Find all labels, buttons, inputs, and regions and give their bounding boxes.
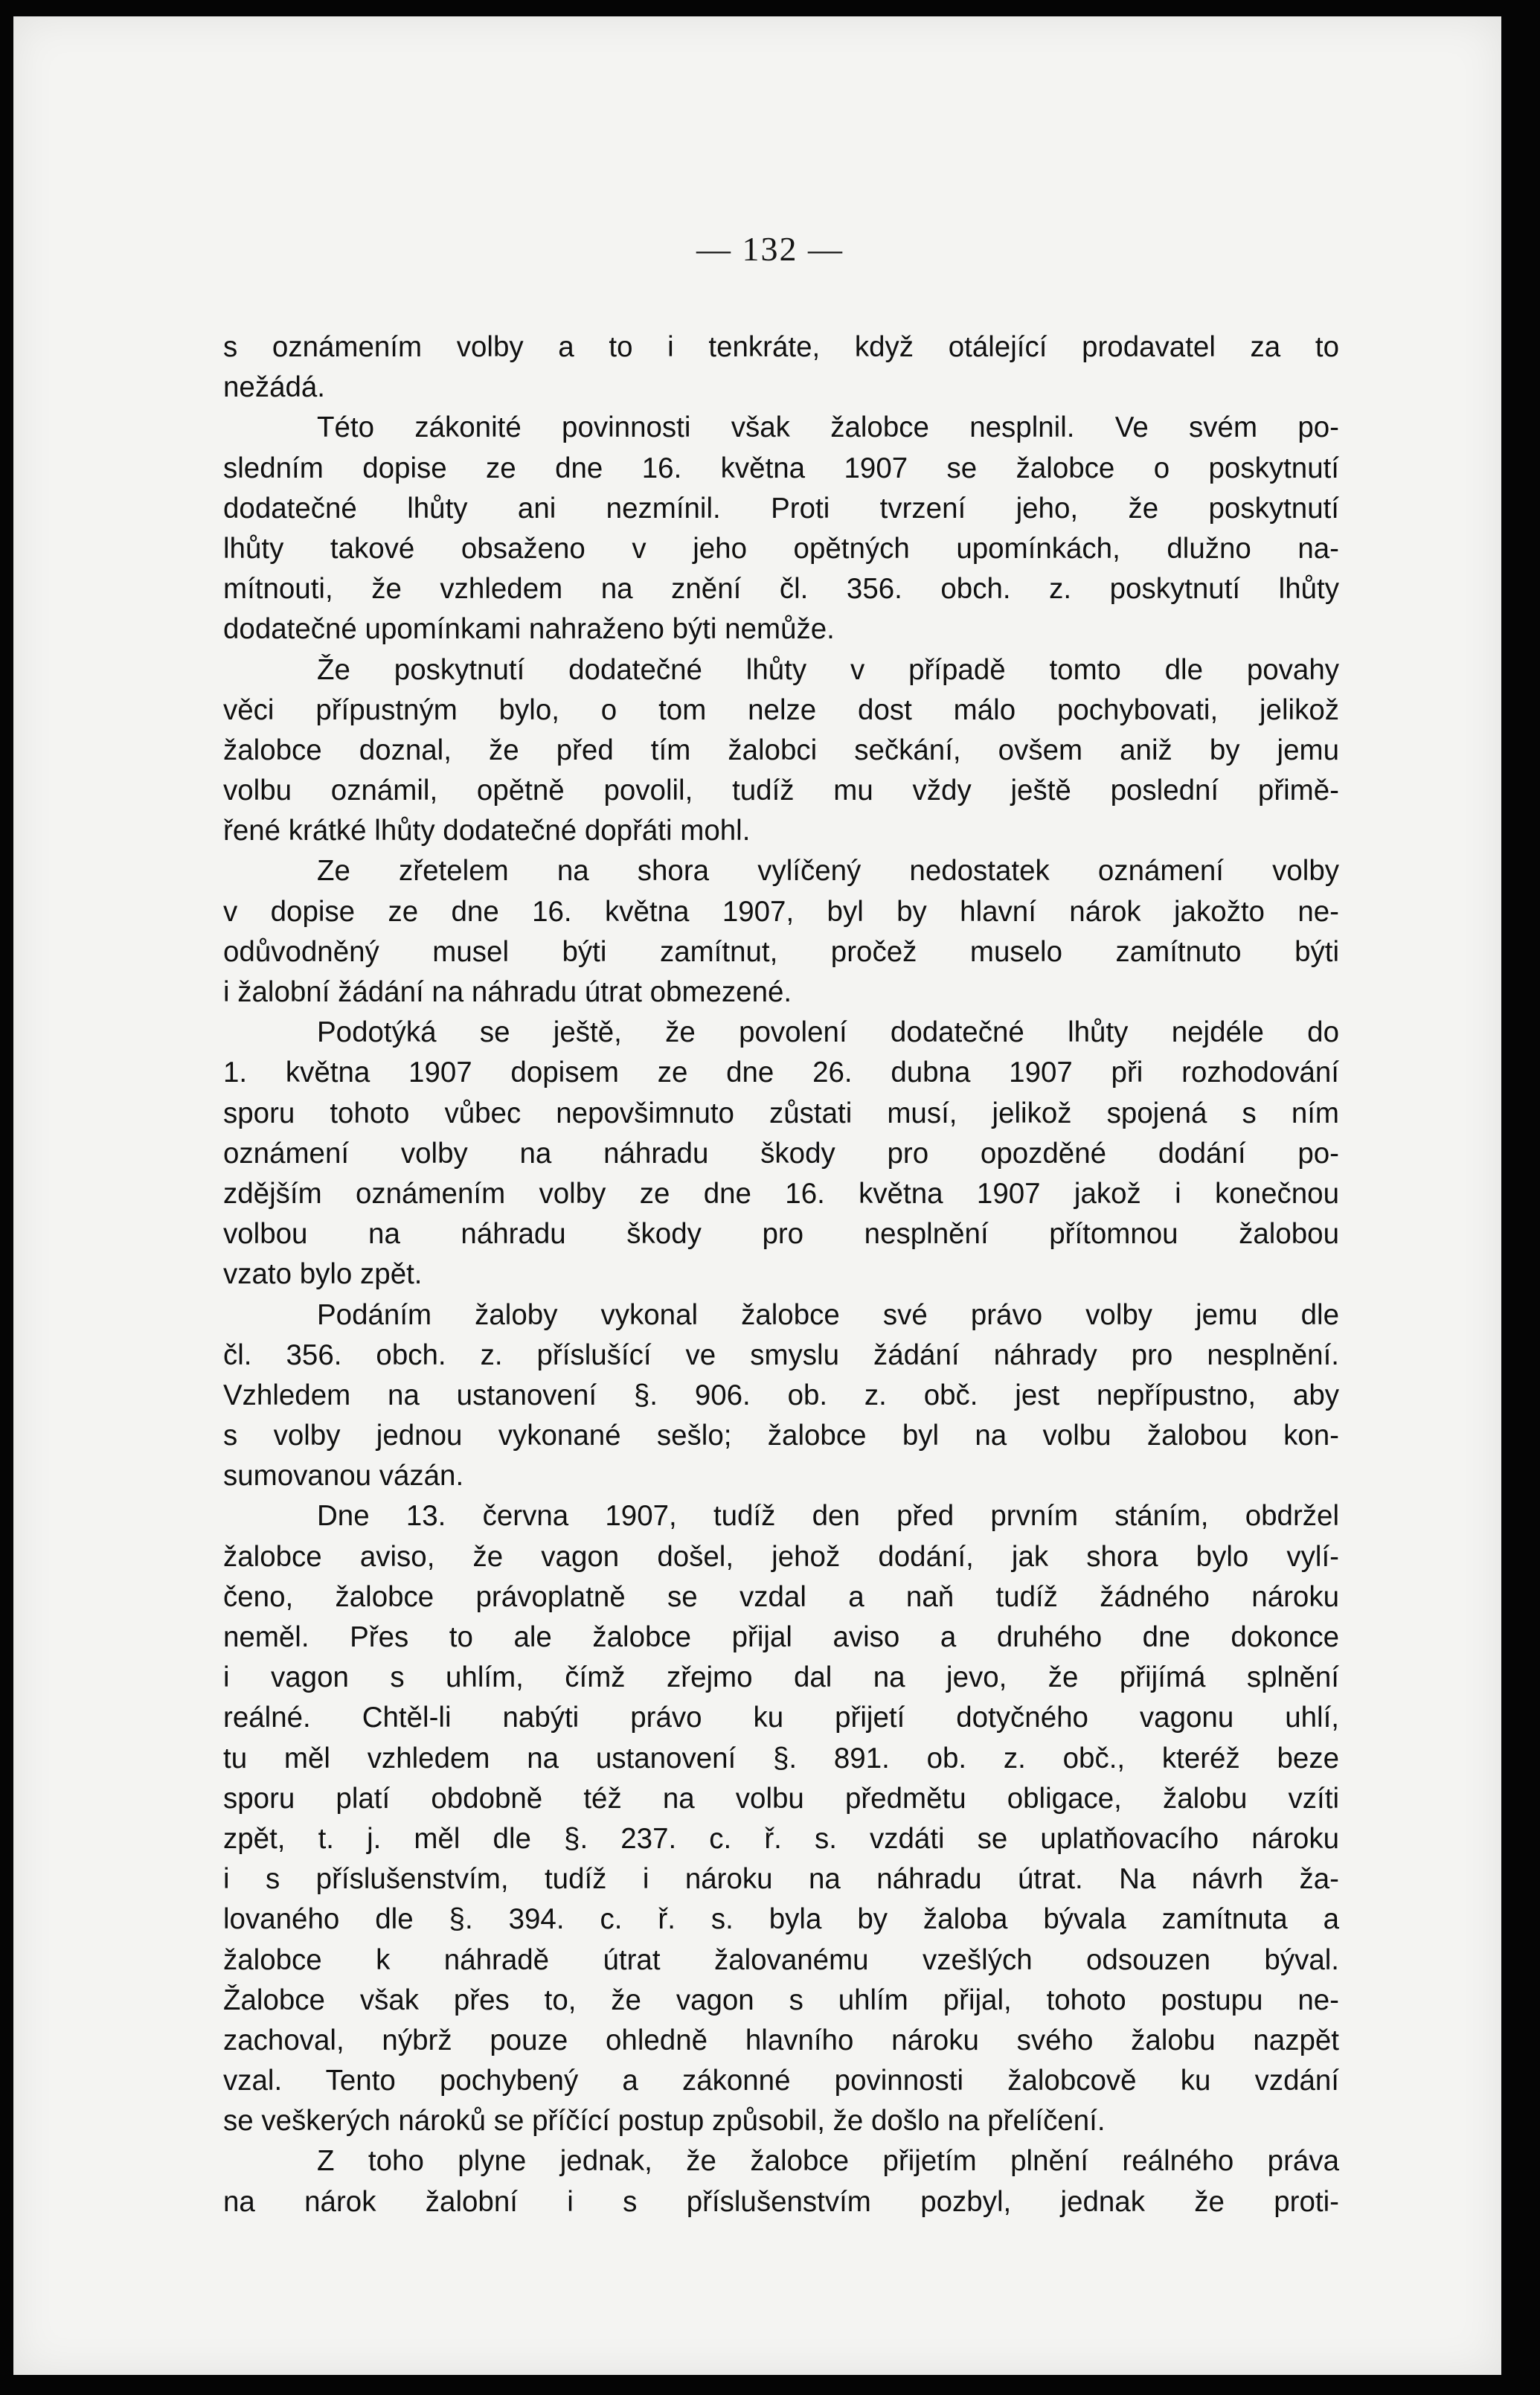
text-line: lovaného dle §. 394. c. ř. s. byla by žaloba bývala zamítnuta a xyxy=(223,1903,1339,1936)
text-line: věci přípustným bylo, o tom nelze dost málo pochybovati, jelikož xyxy=(223,693,1339,726)
text-line: sporu platí obdobně též na volbu předmětu obligace, žalobu vzíti xyxy=(223,1782,1339,1815)
text-line: nežádá. xyxy=(223,371,326,404)
text-line: Podotýká se ještě, že povolení dodatečné lhůty nejdéle do xyxy=(317,1016,1339,1049)
body-text xyxy=(223,327,1339,2222)
text-line: sumovanou vázán. xyxy=(223,1460,464,1493)
text-line: dodatečné lhůty ani nezmínil. Proti tvrzení jeho, že poskytnutí xyxy=(223,492,1339,525)
text-line: žalobce doznal, že před tím žalobci sečkání, ovšem aniž by jemu xyxy=(223,734,1339,766)
text-line: čeno, žalobce právoplatně se vzdal a naň tudíž žádného nároku xyxy=(223,1580,1339,1613)
text-line: řené krátké lhůty dodatečné dopřáti mohl. xyxy=(223,815,751,847)
text-line: v dopise ze dne 16. května 1907, byl by hlavní nárok jakožto ne- xyxy=(223,895,1339,928)
page-number: — 132 — xyxy=(696,230,844,268)
text-line: sledním dopise ze dne 16. května 1907 se žalobce o poskytnutí xyxy=(223,452,1339,484)
text-line: mítnouti, že vzhledem na znění čl. 356. obch. z. poskytnutí lhůty xyxy=(223,573,1339,606)
text-line: dodatečné upomínkami nahraženo býti nemůže. xyxy=(223,613,835,646)
text-line: žalobce aviso, že vagon došel, jehož dodání, jak shora bylo vylí- xyxy=(223,1540,1339,1573)
text-line: na nárok žalobní i s příslušenstvím pozbyl, jednak že proti- xyxy=(223,2185,1339,2218)
text-line: vzato bylo zpět. xyxy=(223,1258,423,1291)
text-line: i žalobní žádání na náhradu útrat obmezené. xyxy=(223,976,792,1008)
text-line: lhůty takové obsaženo v jeho opětných upomínkách, dlužno na- xyxy=(223,532,1339,565)
text-line: Že poskytnutí dodatečné lhůty v případě tomto dle povahy xyxy=(317,653,1339,686)
text-line: s oznámením volby a to i tenkráte, když otálející prodavatel za to xyxy=(223,331,1339,363)
text-line: Ze zřetelem na shora vylíčený nedostatek oznámení volby xyxy=(317,855,1339,888)
text-line: sporu tohoto vůbec nepovšimnuto zůstati musí, jelikož spojená s ním xyxy=(223,1097,1339,1129)
text-line: Žalobce však přes to, že vagon s uhlím přijal, tohoto postupu ne- xyxy=(223,1984,1339,2016)
text-line: volbou na náhradu škody pro nesplnění přítomnou žalobou xyxy=(223,1218,1339,1251)
text-line: tu měl vzhledem na ustanovení §. 891. ob. z. obč., kteréž beze xyxy=(223,1742,1339,1774)
text-line: oznámení volby na náhradu škody pro opozděné dodání po- xyxy=(223,1137,1339,1170)
text-line: odůvodněný musel býti zamítnut, pročež muselo zamítnuto býti xyxy=(223,935,1339,968)
text-line: se veškerých nároků se příčící postup způsobil, že došlo na přelíčení. xyxy=(223,2105,1106,2138)
text-line: volbu oznámil, opětně povolil, tudíž mu vždy ještě poslední přimě- xyxy=(223,775,1339,807)
text-line: i s příslušenstvím, tudíž i nároku na náhradu útrat. Na návrh ža- xyxy=(223,1863,1339,1896)
text-line: Z toho plyne jednak, že žalobce přijetím plnění reálného práva xyxy=(317,2145,1339,2178)
text-line: žalobce k náhradě útrat žalovanému vzešlých odsouzen býval. xyxy=(223,1943,1339,1976)
text-line: čl. 356. obch. z. příslušící ve smyslu žádání náhrady pro nesplnění. xyxy=(223,1338,1339,1371)
text-line: 1. května 1907 dopisem ze dne 26. dubna 1907 při rozhodování xyxy=(223,1057,1339,1089)
text-line: neměl. Přes to ale žalobce přijal aviso a druhého dne dokonce xyxy=(223,1621,1339,1653)
text-line: zdějším oznámením volby ze dne 16. května 1907 jakož i konečnou xyxy=(223,1177,1339,1210)
text-line: Vzhledem na ustanovení §. 906. ob. z. obč. jest nepřípustno, aby xyxy=(223,1379,1339,1411)
text-line: s volby jednou vykonané sešlo; žalobce byl na volbu žalobou kon- xyxy=(223,1420,1339,1452)
text-line: zachoval, nýbrž pouze ohledně hlavního nároku svého žalobu nazpět xyxy=(223,2024,1339,2056)
text-line: reálné. Chtěl-li nabýti právo ku přijetí dotyčného vagonu uhlí, xyxy=(223,1702,1339,1734)
text-line: zpět, t. j. měl dle §. 237. c. ř. s. vzdáti se uplatňovacího nároku xyxy=(223,1822,1339,1855)
text-line: vzal. Tento pochybený a zákonné povinnosti žalobcově ku vzdání xyxy=(223,2065,1339,2097)
text-line: Dne 13. června 1907, tudíž den před prvním stáním, obdržel xyxy=(317,1500,1339,1533)
text-line: i vagon s uhlím, čímž zřejmo dal na jevo, že přijímá splnění xyxy=(223,1661,1339,1694)
text-line: Podáním žaloby vykonal žalobce své právo volby jemu dle xyxy=(317,1298,1339,1331)
text-line: Této zákonité povinnosti však žalobce nesplnil. Ve svém po- xyxy=(317,411,1339,444)
